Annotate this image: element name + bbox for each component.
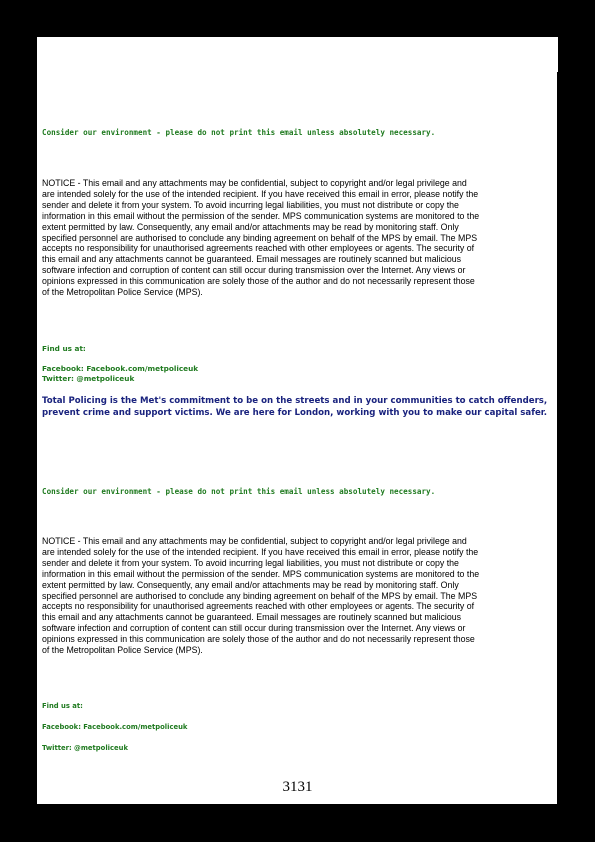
legal-notice-line: of the Metropolitan Police Service (MPS).: [42, 287, 203, 298]
legal-notice-line: sender and delete it from your system. To avoid incurring legal liabilities, you must not distribute or copy the: [42, 199, 459, 210]
legal-notice-line: are intended solely for the use of the intended recipient. If you have received this email in error, please notify the: [42, 188, 479, 199]
legal-notice-line: opinions expressed in this communication are solely those of the author and do not necessarily represent those: [42, 634, 475, 645]
legal-notice-line: software infection and corruption of content can still occur during transmission over the Internet. Any views or: [42, 265, 466, 276]
legal-notice-2: [42, 536, 552, 656]
total-policing-statement: [42, 396, 552, 419]
legal-notice-line: this email and any attachments cannot be guaranteed. Email messages are routinely scanned but malicious: [42, 254, 462, 265]
twitter-link-1[interactable]: Twitter: @metpoliceuk: [42, 374, 135, 383]
legal-notice-line: specified personnel are authorised to conclude any binding agreement on behalf of the MPS by email. The MPS: [42, 232, 478, 243]
legal-notice-line: sender and delete it from your system. To avoid incurring legal liabilities, you must not distribute or copy the: [42, 557, 459, 568]
facebook-link-1[interactable]: Facebook: Facebook.com/metpoliceuk: [42, 364, 199, 373]
legal-notice-line: information in this email without the permission of the sender. MPS communication systems are monitored to the: [42, 210, 480, 221]
legal-notice-line: information in this email without the permission of the sender. MPS communication systems are monitored to the: [42, 568, 480, 579]
page-edge-rule: [557, 72, 558, 804]
policing-line: Total Policing is the Met's commitment to be on the streets and in your communities to catch offenders,: [42, 396, 548, 406]
legal-notice-line: are intended solely for the use of the intended recipient. If you have received this email in error, please notify the: [42, 546, 479, 557]
legal-notice-line: extent permitted by law. Consequently, any email and/or attachments may be read by monitoring staff. Only: [42, 221, 459, 232]
environment-notice-2: Consider our environment - please do not print this email unless absolutely necessary.: [42, 487, 436, 496]
legal-notice-line: this email and any attachments cannot be guaranteed. Email messages are routinely scanned but malicious: [42, 612, 462, 623]
environment-notice-1: Consider our environment - please do not print this email unless absolutely necessary.: [42, 128, 436, 137]
legal-notice-line: NOTICE - This email and any attachments may be confidential, subject to copyright and/or legal privilege and: [42, 178, 467, 188]
find-us-label-1: Find us at:: [42, 344, 86, 353]
find-us-label-2: Find us at:: [42, 702, 83, 710]
twitter-link-2[interactable]: Twitter: @metpoliceuk: [42, 744, 128, 752]
document-page: [37, 37, 558, 804]
legal-notice-line: specified personnel are authorised to conclude any binding agreement on behalf of the MPS by email. The MPS: [42, 590, 478, 601]
legal-notice-line: extent permitted by law. Consequently, any email and/or attachments may be read by monitoring staff. Only: [42, 579, 459, 590]
legal-notice-line: opinions expressed in this communication are solely those of the author and do not necessarily represent those: [42, 276, 475, 287]
legal-notice-line: of the Metropolitan Police Service (MPS).: [42, 645, 203, 656]
legal-notice-line: accepts no responsibility for unauthorised agreements reached with other employees or agents. The security of: [42, 243, 475, 254]
facebook-link-2[interactable]: Facebook: Facebook.com/metpoliceuk: [42, 723, 188, 731]
legal-notice-line: software infection and corruption of content can still occur during transmission over the Internet. Any views or: [42, 623, 466, 634]
page-number: 3131: [282, 779, 313, 795]
legal-notice-line: NOTICE - This email and any attachments may be confidential, subject to copyright and/or legal privilege and: [42, 536, 467, 546]
legal-notice-line: accepts no responsibility for unauthorised agreements reached with other employees or agents. The security of: [42, 601, 475, 612]
policing-line: prevent crime and support victims. We are here for London, working with you to make our capital safer.: [42, 407, 548, 418]
legal-notice-1: [42, 178, 552, 298]
